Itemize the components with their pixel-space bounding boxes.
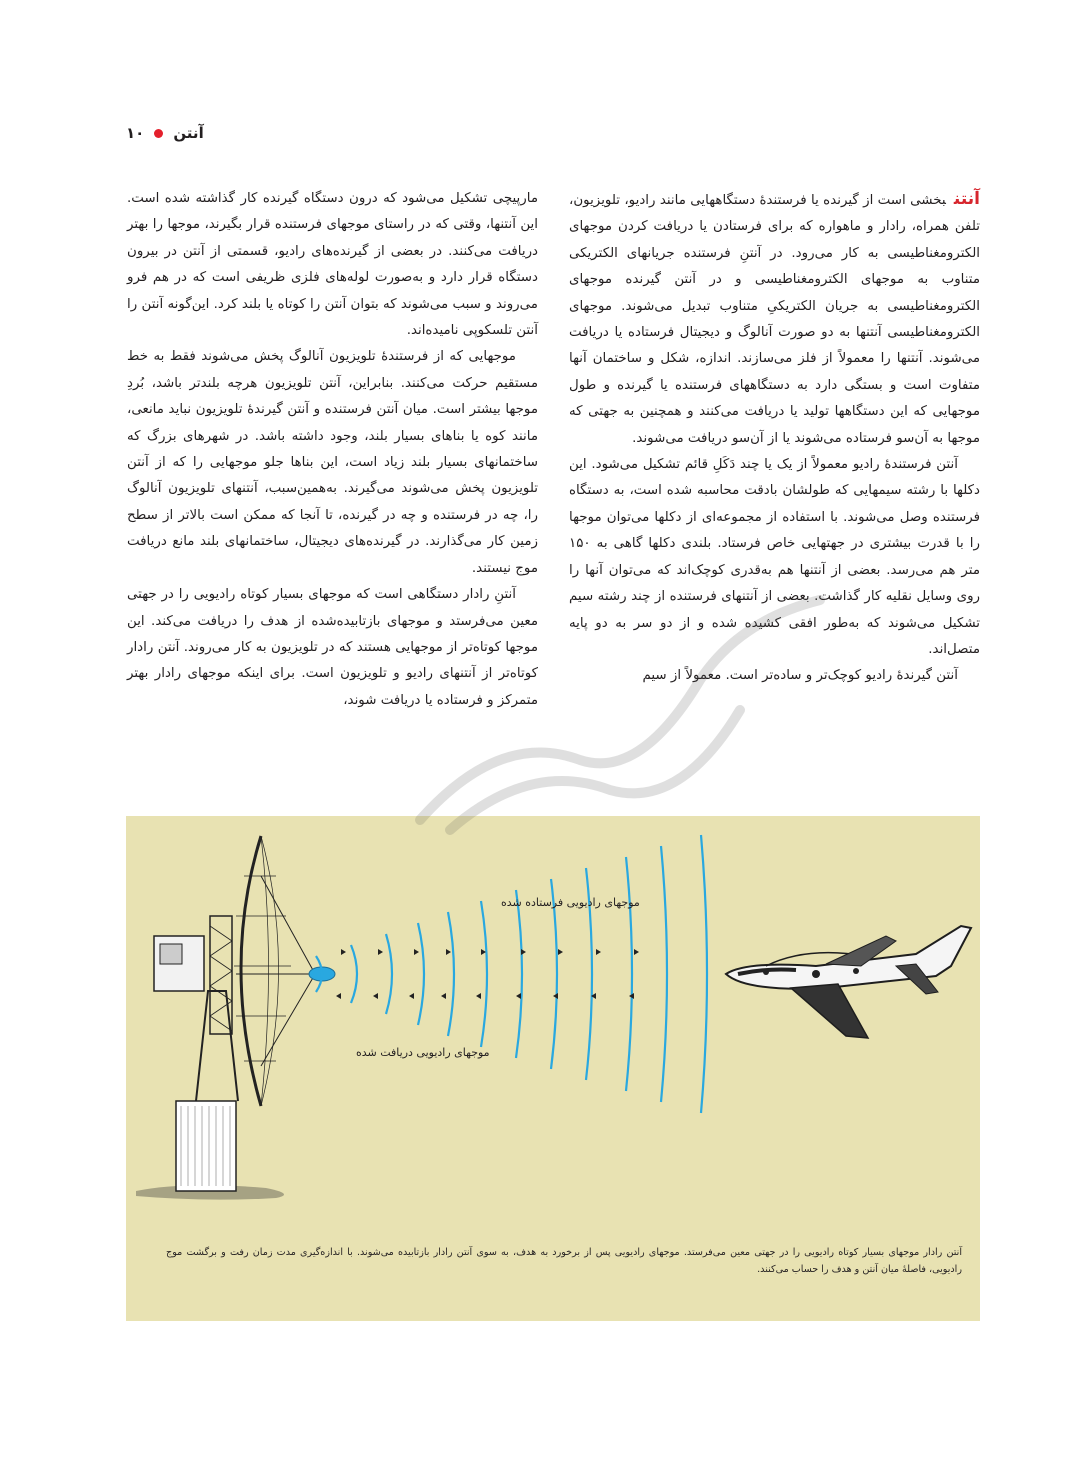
wave-arrow: [414, 949, 419, 955]
radar-building: [176, 1101, 236, 1191]
left-column: [127, 186, 538, 714]
paragraph: آنتن فرستندهٔ رادیو معمولاً از یک یا چند دَکَلِ قائم تشکیل می‌شود. این دکلها با رشته سیمهایی که طولشان بادقت محاسبه شده است، به دستگاه فرستنده وصل می‌شوند. با استفاده از مجموعه‌ای از دکلها می‌توان موجها را با قدرت بیشتری در جهتهایی خاص فرستاد. بلندی دکلها گاهی به ۱۵۰ متر هم می‌رسد. بعضی از آنتنها هم به‌قدری کوچک‌اند که می‌توان آنها را روی وسایل نقلیه کار گذاشت. بعضی از آنتنهای فرستنده از چند رشته سیم تشکیل می‌شوند که به‌طور افقی کشیده شده و از دو سر به دو پایه متصل‌اند.: [569, 457, 980, 657]
wave-arrow: [516, 993, 521, 999]
wave-arrow: [373, 993, 378, 999]
wave-arrow: [553, 993, 558, 999]
page-number: ۱۰: [126, 124, 145, 142]
wave-arc: [448, 912, 454, 1036]
wave-arc: [386, 934, 392, 1014]
wave-arrow: [446, 949, 451, 955]
right-column: [569, 186, 980, 690]
wave-arc: [701, 835, 707, 1113]
radio-waves: [316, 835, 707, 1113]
paragraph: [569, 186, 980, 452]
wave-arrow: [378, 949, 383, 955]
page-header: [126, 124, 204, 142]
paragraph: آنتنِ رادار دستگاهی است که موجهای بسیار کوتاه رادیویی را در جهتی معین می‌فرستد و موجهای بازتابیده‌شده از هدف را دریافت می‌کند. این موجها کوتاه‌تر از موجهایی هستند که در تلویزیون به کار می‌روند. آنتن رادار کوتاه‌تر از آنتنهای رادیو و تلویزیون است. برای اینکه موجهای رادار بهتر متمرکز و فرستاده یا دریافت شوند،: [127, 587, 538, 708]
wave-arc: [481, 901, 487, 1047]
wave-arc: [351, 945, 357, 1003]
equipment-panel: [160, 944, 182, 964]
wave-arrow: [476, 993, 481, 999]
paragraph-text: بخشی است از گیرنده یا فرستندهٔ دستگاههایی مانند رادیو، تلویزیون، تلفن همراه، رادار و ماهواره که برای فرستادن یا دریافت کردن موجهای الکترومغناطیسی به کار می‌رود. در آنتنِ فرستنده جریانهای الکتریکی متناوب به موجهای الکترومغناطیسی و در آنتن گیرنده موجهای الکترومغناطیسی به جریان الکتریکیِ متناوب تبدیل می‌شوند. موجهای الکترومغناطیسی آنتنها به دو صورت آنالوگ و دیجیتال فرستاده یا دریافت می‌شوند. آنتنها را معمولاً از فلز می‌سازند. اندازه، شکل و ساختمان آنها متفاوت است و بستگی دارد به دستگاههای فرستنده یا گیرنده و طول موجهایی که این دستگاهها تولید یا دریافت می‌کنند و همچنین به جهتی که موجها به آن‌سو فرستاده می‌شوند یا از آن‌سو دریافت می‌شوند.: [569, 193, 980, 446]
radar-illustration: [126, 816, 980, 1236]
wave-arrow: [596, 949, 601, 955]
wave-arrow: [341, 949, 346, 955]
dish-grid: [234, 836, 291, 1106]
wave-arrow: [521, 949, 526, 955]
radar-figure: [126, 816, 980, 1321]
wave-arc: [626, 857, 632, 1091]
wave-arrow: [558, 949, 563, 955]
paragraph: موجهایی که از فرستندهٔ تلویزیون آنالوگ پخش می‌شوند فقط به خط مستقیم حرکت می‌کنند. بنابراین، آنتن تلویزیون هرچه بلندتر باشد، بُردِ موجها بیشتر است. میان آنتن فرستنده و آنتن گیرندهٔ تلویزیون نباید مانعی، مانند کوه یا بناهای بسیار بلند، وجود داشته باشد. در شهرهای بزرگ که ساختمانهای بسیار بلند زیاد است، این بناها جلو موجهایی را که از آنتن تلویزیون پخش می‌شوند می‌گیرند. به‌همین‌سبب، آنتنهای تلویزیون آنالوگ را، چه در فرستنده و چه در گیرنده، تا آنجا که ممکن است بالاتر از سطح زمین کار می‌گذارند. در گیرنده‌های دیجیتال، ساختمانهای بلند مانع دریافت موج نیستند.: [127, 349, 538, 576]
wave-arc: [661, 846, 667, 1102]
paragraph: مارپیچی تشکیل می‌شود که درون دستگاه گیرنده کار گذاشته شده است. این آنتنها، وقتی که در راستای موجهای فرستنده قرار بگیرند، موجها را بهتر دریافت می‌کنند. در بعضی از گیرنده‌های رادیو، قسمتی از آنتن در بیرون دستگاه قرار دارد و به‌صورت لوله‌های فلزی ظریفی است که در هم فرو می‌روند و سبب می‌شوند که بتوان آنتن را کوتاه یا بلند کرد. این‌گونه آنتن را آنتن تلسکوپی نامیده‌اند.: [127, 191, 538, 339]
wave-arrow: [441, 993, 446, 999]
wave-arrow: [409, 993, 414, 999]
wave-arrow: [634, 949, 639, 955]
page-title: آنتن: [173, 124, 204, 142]
keyword-antenna: آنتن: [953, 189, 980, 209]
wave-arc: [516, 890, 522, 1058]
wave-arc: [418, 923, 424, 1025]
label-received-waves: موجهای رادیویی دریافت شده: [356, 1046, 490, 1059]
figure-caption: آنتن رادار موجهای بسیار کوتاه رادیویی را در جهتی معین می‌فرستد. موجهای رادیویی پس از برخورد به هدف، به سوی آنتن رادار بازتابیده می‌شوند. با اندازه‌گیری مدت زمان رفت و برگشت موج رادیویی، فاصلهٔ میان آنتن و هدف را حساب می‌کنند.: [166, 1247, 962, 1275]
label-sent-waves: موجهای رادیویی فرستاده شده: [501, 896, 640, 909]
red-dot-icon: [154, 129, 163, 138]
feed-struts: [236, 876, 314, 1066]
paragraph: آنتن گیرندهٔ رادیو کوچک‌تر و ساده‌تر است. معمولاً از سیم: [642, 668, 958, 684]
radar-dish: [241, 836, 261, 1106]
wave-arrow: [336, 993, 341, 999]
airplane: [726, 926, 971, 1038]
